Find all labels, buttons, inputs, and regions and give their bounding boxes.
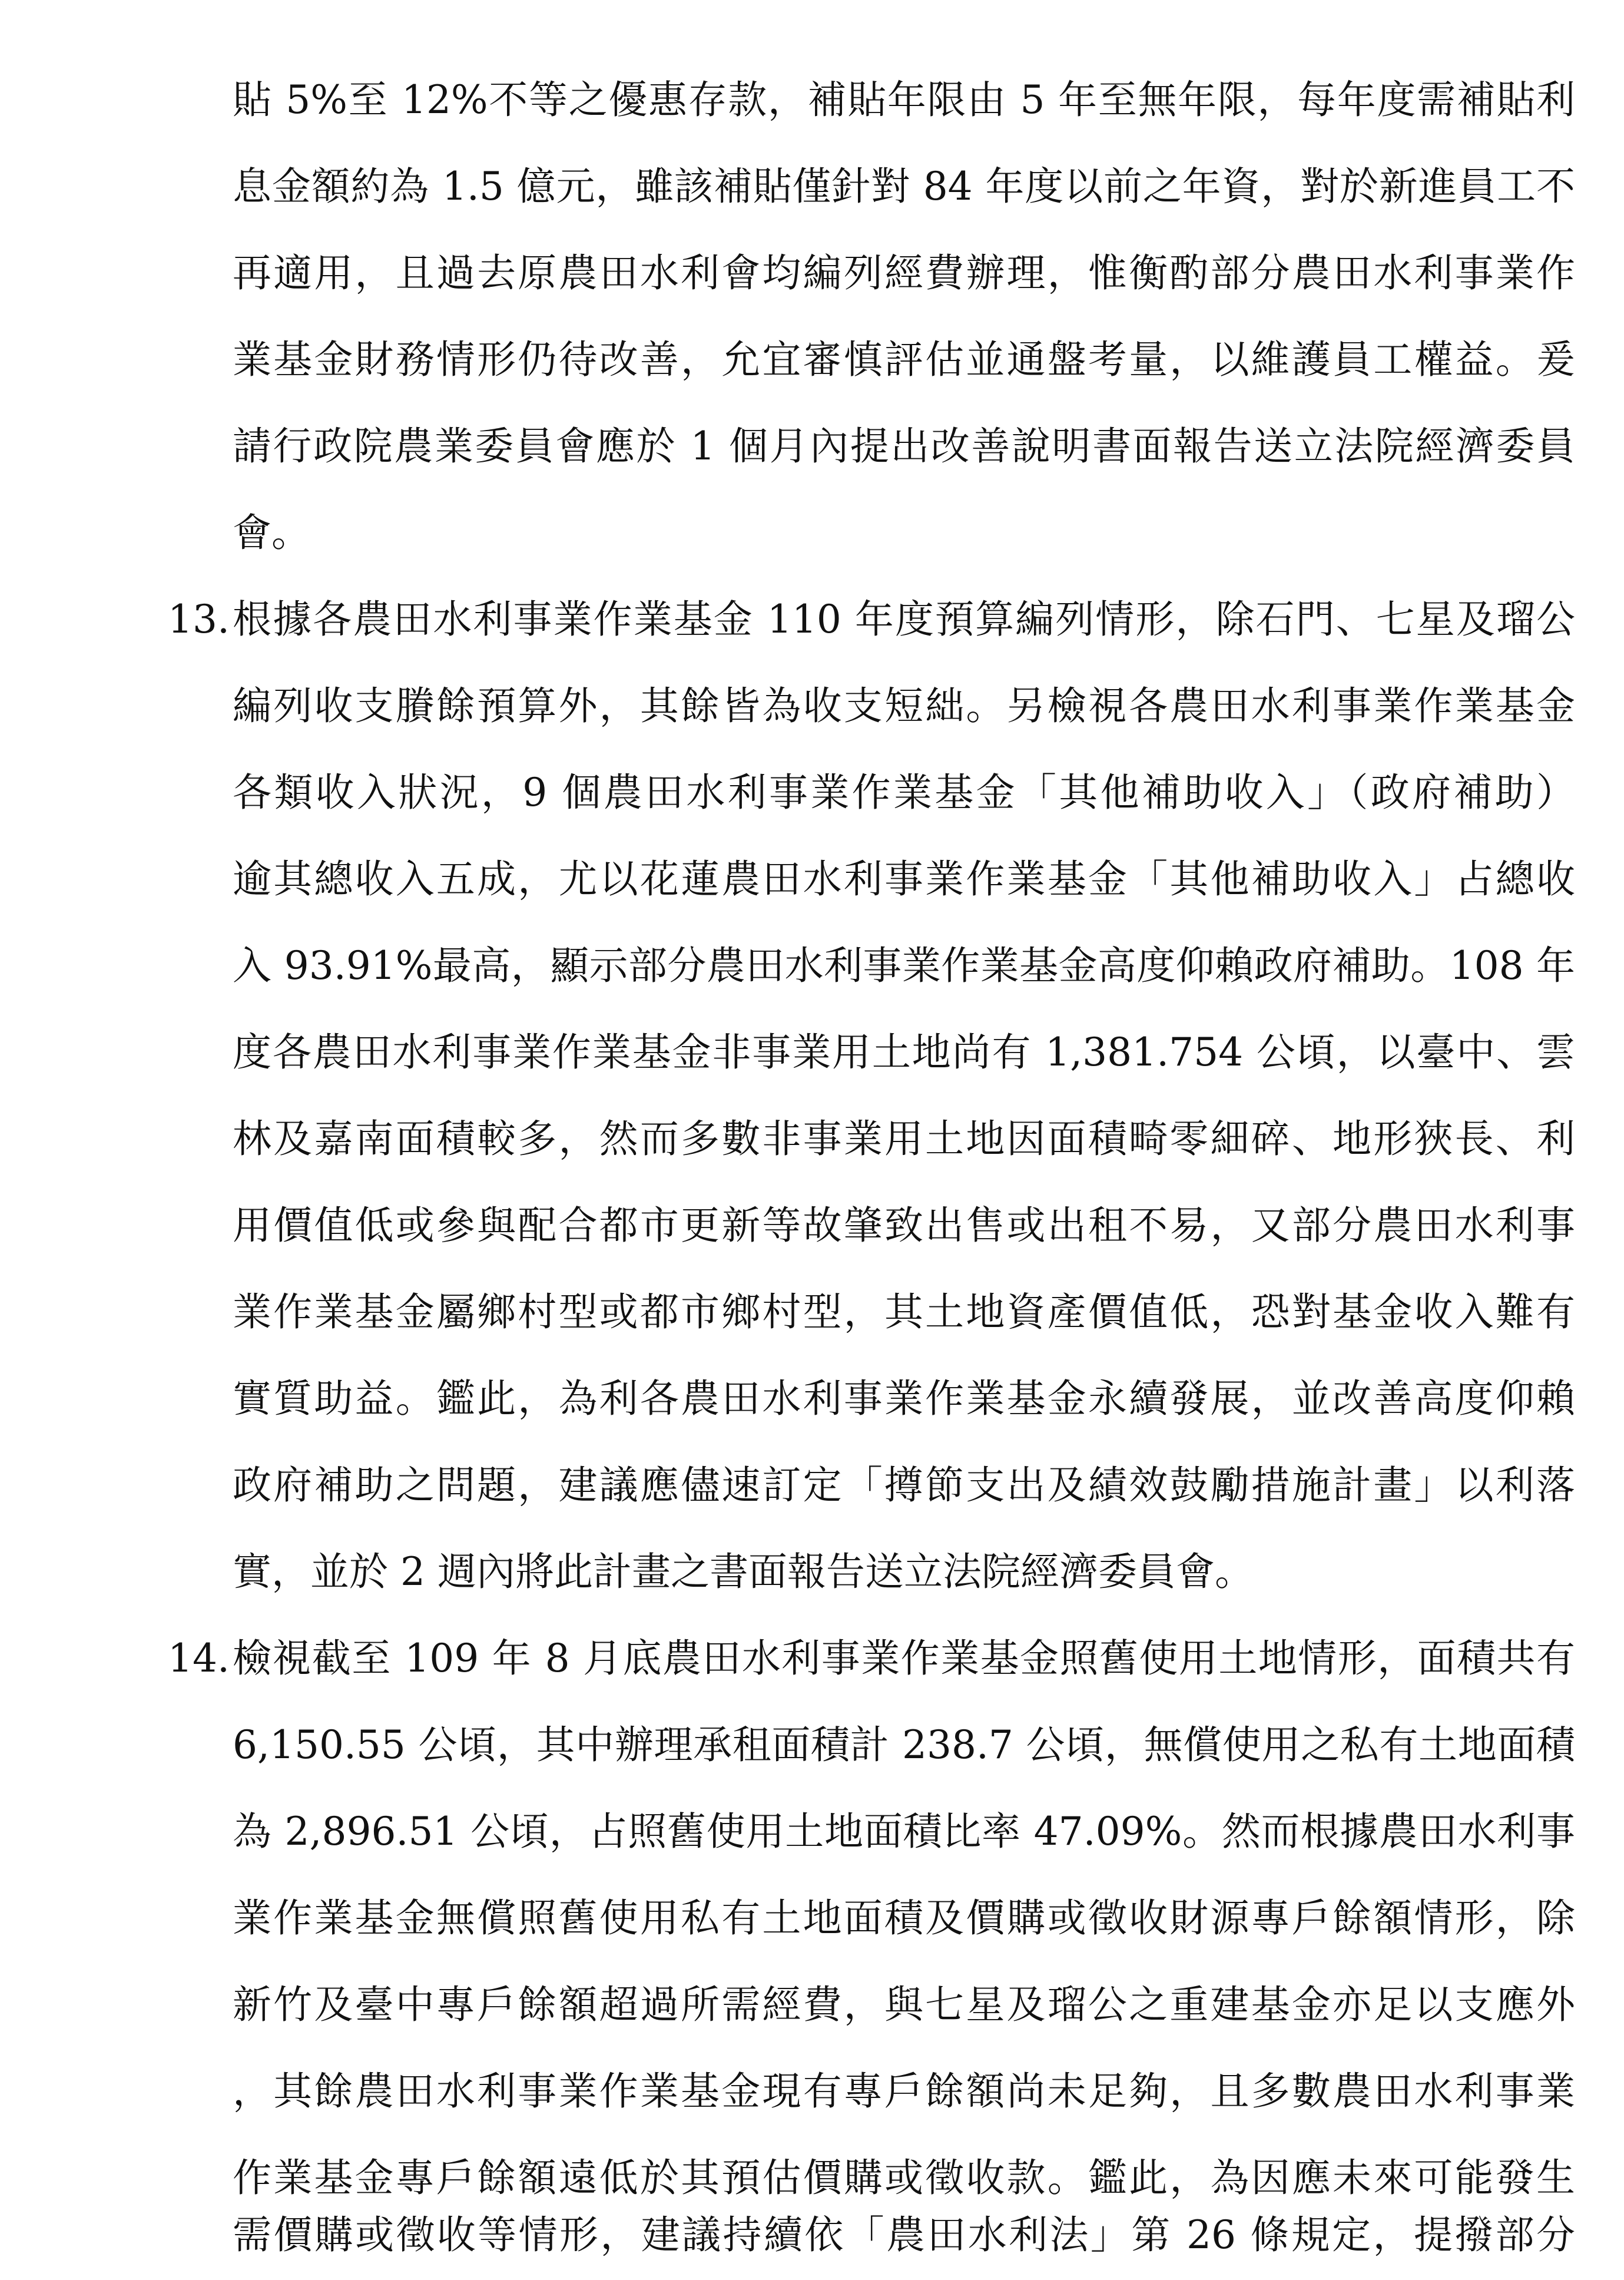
paragraph-line: ，其餘農田水利事業作業基金現有專戶餘額尚未足夠，且多數農田水利事業 <box>233 2069 1575 2114</box>
paragraph-line: 各類收入狀況，9 個農田水利事業作業基金「其他補助收入」（政府補助） <box>233 770 1575 815</box>
paragraph-number: 14. <box>168 1636 230 1681</box>
paragraph-line: 業基金財務情形仍待改善，允宜審慎評估並通盤考量，以維護員工權益。爰 <box>233 337 1575 382</box>
paragraph-line: 需價購或徵收等情形，建議持續依「農田水利法」第 26 條規定，提撥部分 <box>233 2212 1575 2258</box>
paragraph-line: 實，並於 2 週內將此計畫之書面報告送立法院經濟委員會。 <box>233 1549 1254 1594</box>
paragraph-line: 業作業基金無償照舊使用私有土地面積及價購或徵收財源專戶餘額情形，除 <box>233 1895 1575 1941</box>
paragraph-line: 度各農田水利事業作業基金非事業用土地尚有 1,381.754 公頃，以臺中、雲 <box>233 1030 1575 1075</box>
paragraph-line: 作業基金專戶餘額遠低於其預估價購或徵收款。鑑此，為因應未來可能發生 <box>233 2155 1575 2200</box>
paragraph-line: 新竹及臺中專戶餘額超過所需經費，與七星及瑠公之重建基金亦足以支應外 <box>233 1982 1575 2027</box>
paragraph-line: 根據各農田水利事業作業基金 110 年度預算編列情形，除石門、七星及瑠公 <box>233 597 1575 642</box>
paragraph-line: 會。 <box>233 510 310 555</box>
paragraph-line: 貼 5%至 12%不等之優惠存款，補貼年限由 5 年至無年限，每年度需補貼利 <box>233 77 1575 123</box>
paragraph-line: 入 93.91%最高，顯示部分農田水利事業作業基金高度仰賴政府補助。108 年 <box>233 943 1575 988</box>
paragraph-line: 6,150.55 公頃，其中辦理承租面積計 238.7 公頃，無償使用之私有土地面積 <box>233 1722 1575 1768</box>
paragraph-line: 再適用，且過去原農田水利會均編列經費辦理，惟衡酌部分農田水利事業作 <box>233 250 1575 296</box>
paragraph-number: 13. <box>168 597 230 642</box>
paragraph-line: 林及嘉南面積較多，然而多數非事業用土地因面積畸零細碎、地形狹長、利 <box>233 1116 1575 1161</box>
paragraph-line: 用價值低或參與配合都市更新等故肇致出售或出租不易，又部分農田水利事 <box>233 1203 1575 1248</box>
paragraph-line: 政府補助之問題，建議應儘速訂定「撙節支出及績效鼓勵措施計畫」以利落 <box>233 1462 1575 1508</box>
paragraph-line: 檢視截至 109 年 8 月底農田水利事業作業基金照舊使用土地情形，面積共有 <box>233 1636 1575 1681</box>
paragraph-line: 業作業基金屬鄉村型或都市鄉村型，其土地資產價值低，恐對基金收入難有 <box>233 1289 1575 1335</box>
paragraph-line: 編列收支賸餘預算外，其餘皆為收支短絀。另檢視各農田水利事業作業基金 <box>233 683 1575 729</box>
paragraph-line: 息金額約為 1.5 億元，雖該補貼僅針對 84 年度以前之年資，對於新進員工不 <box>233 164 1575 209</box>
paragraph-line: 為 2,896.51 公頃，占照舊使用土地面積比率 47.09%。然而根據農田水利事 <box>233 1809 1575 1854</box>
paragraph-line: 請行政院農業委員會應於 1 個月內提出改善說明書面報告送立法院經濟委員 <box>233 423 1575 469</box>
paragraph-line: 逾其總收入五成，尤以花蓮農田水利事業作業基金「其他補助收入」占總收 <box>233 856 1575 902</box>
paragraph-line: 實質助益。鑑此，為利各農田水利事業作業基金永續發展，並改善高度仰賴 <box>233 1376 1575 1421</box>
